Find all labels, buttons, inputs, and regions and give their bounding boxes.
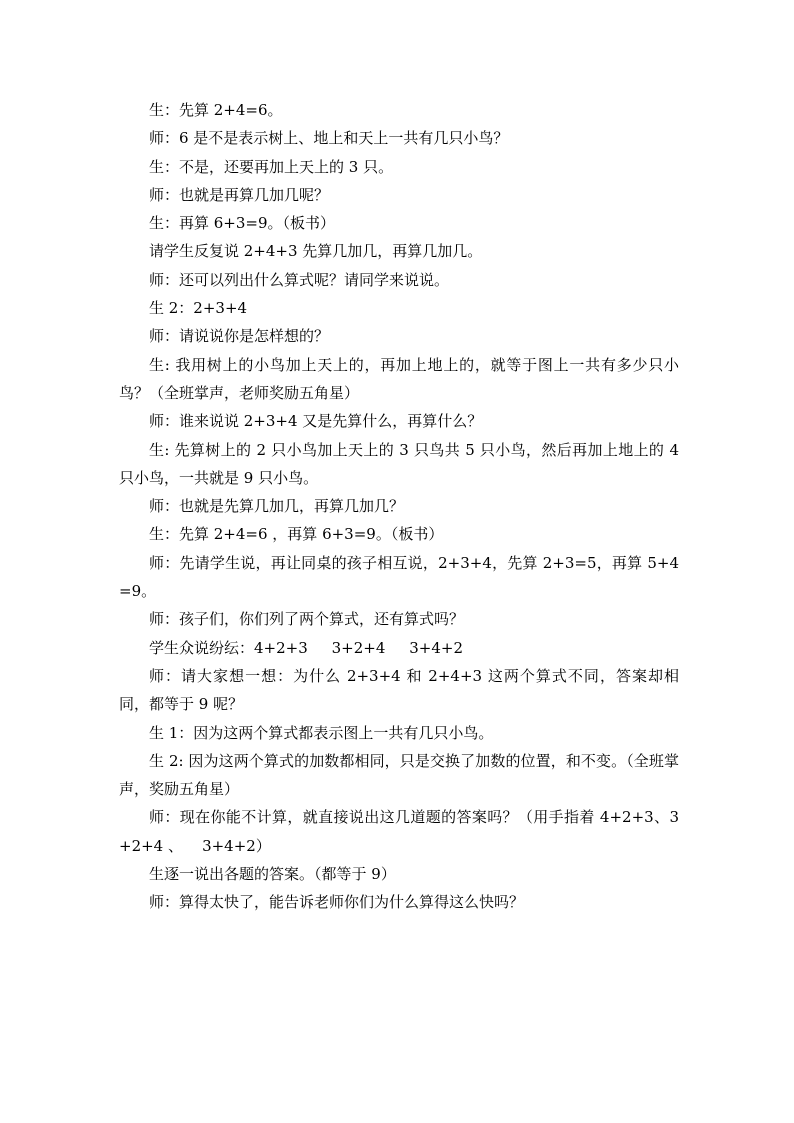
paragraph: 生逐一说出各题的答案。（都等于 9） xyxy=(149,865,396,884)
paragraph: 师：现在你能不计算，就直接说出这几道题的答案吗？（用手指着 4+2+3、3+2+4 、 3+4+2） xyxy=(119,808,679,855)
paragraph: 生 1：因为这两个算式都表示图上一共有几只小鸟。 xyxy=(149,723,494,742)
document-body xyxy=(119,96,684,917)
paragraph: 师：孩子们，你们列了两个算式，还有算式吗？ xyxy=(149,610,465,629)
paragraph: 生：先算 2+4=6。 xyxy=(149,101,283,119)
paragraph: 生：再算 6+3=9。（板书） xyxy=(149,214,336,233)
paragraph: 学生众说纷纭：4+2+3 3+2+4 3+4+2 xyxy=(149,638,463,657)
paragraph: 师：请大家想一想：为什么 2+3+4 和 2+4+3 这两个算式不同，答案却相同，都等于 9 呢？ xyxy=(119,666,679,714)
paragraph: 师：6 是不是表示树上、地上和天上一共有几只小鸟？ xyxy=(149,129,509,148)
paragraph: 生: 先算树上的 2 只小鸟加上天上的 3 只鸟共 5 只小鸟，然后再加上地上的 4 只小鸟，一共就是 9 只小鸟。 xyxy=(119,440,684,487)
paragraph: 生: 我用树上的小鸟加上天上的，再加上地上的，就等于图上一共有多少只小鸟？（全班掌声，老师奖励五角星） xyxy=(119,355,679,402)
paragraph: 生：不是，还要再加上天上的 3 只。 xyxy=(149,157,394,176)
paragraph: 师：先请学生说，再让同桌的孩子相互说，2+3+4，先算 2+3=5，再算 5+4=9。 xyxy=(119,553,679,601)
paragraph: 生 2：2+3+4 xyxy=(149,299,248,318)
paragraph: 师：谁来说说 2+3+4 又是先算什么，再算什么？ xyxy=(149,412,483,431)
paragraph: 师：也就是再算几加几呢？ xyxy=(149,185,330,204)
paragraph: 师：也就是先算几加几，再算几加几？ xyxy=(149,497,405,516)
paragraph: 请学生反复说 2+4+3 先算几加几，再算几加几。 xyxy=(149,242,483,261)
paragraph: 师：请说说你是怎样想的？ xyxy=(149,327,330,346)
paragraph: 生：先算 2+4=6 ，再算 6+3=9。（板书） xyxy=(149,525,444,544)
paragraph: 师：还可以列出什么算式呢？请同学来说说。 xyxy=(149,270,450,289)
paragraph: 师：算得太快了，能告诉老师你们为什么算得这么快吗？ xyxy=(149,893,525,912)
paragraph: 生 2: 因为这两个算式的加数都相同，只是交换了加数的位置，和不变。（全班掌声，奖励五角星） xyxy=(119,751,679,799)
